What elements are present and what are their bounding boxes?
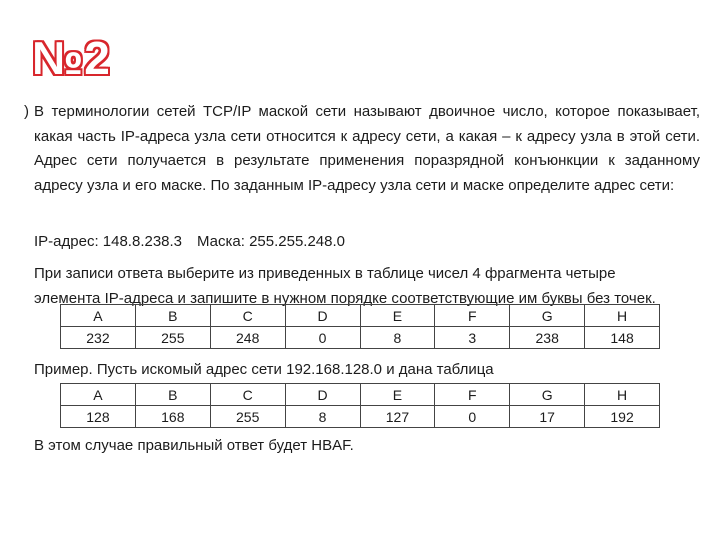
table-header-cell: G [510,384,585,406]
table-row [61,406,660,428]
fragments-table [60,304,660,349]
table-cell: 0 [285,327,360,349]
table-header-cell: D [285,384,360,406]
table-cell: 238 [510,327,585,349]
table-row [61,327,660,349]
table-cell: 3 [435,327,510,349]
table-header-cell: A [61,305,136,327]
table-header-cell: B [135,384,210,406]
table-cell: 17 [510,406,585,428]
table-header-cell: H [585,384,660,406]
example-text: Пример. Пусть искомый адрес сети 192.168.128.0 и дана таблица [34,361,494,378]
task-description: В терминологии сетей TCP/IP маской сети называют двоичное число, которое показывает, какая часть IP-адреса узла сети относится к адресу сети, а какая – к адресу узла в этой сети. Адрес сети получается в результате применения поразрядной конъюнкции к заданному адресу узла и его маске. По заданным IP-адресу узла сети и маске определите адрес сети: [34,103,700,194]
table-cell: 127 [360,406,435,428]
table-header-cell: F [435,384,510,406]
intro-paren: ) [24,103,29,120]
table-cell: 192 [585,406,660,428]
table-cell: 8 [360,327,435,349]
table-header-cell: H [585,305,660,327]
table-header-cell: D [285,305,360,327]
table-cell: 0 [435,406,510,428]
table-cell: 255 [135,327,210,349]
table-header-row [61,305,660,327]
table-header-cell: F [435,305,510,327]
table-header-cell: B [135,305,210,327]
mask-text: Маска: 255.255.248.0 [197,233,346,250]
table-cell: 232 [61,327,136,349]
example-answer: В этом случае правильный ответ будет HBAF. [34,437,354,454]
table-header-cell: G [510,305,585,327]
example-table [60,383,660,428]
table-header-cell: E [360,305,435,327]
table-cell: 248 [210,327,285,349]
table-cell: 255 [210,406,285,428]
table-header-cell: C [210,384,285,406]
table-header-cell: C [210,305,285,327]
table-cell: 168 [135,406,210,428]
table-cell: 8 [285,406,360,428]
table-cell: 128 [61,406,136,428]
page-title: №2 [32,32,111,84]
ip-address-text: IP-адрес: 148.8.238.3 [34,233,183,250]
answer-instructions: При записи ответа выберите из приведенных в таблице чисел 4 фрагмента четыре элемента IP-адреса и запишите в нужном порядке соответствующие им буквы без точек. [34,265,656,307]
table-header-cell: E [360,384,435,406]
table-header-row [61,384,660,406]
table-cell: 148 [585,327,660,349]
table-header-cell: A [61,384,136,406]
given-values [34,230,346,254]
